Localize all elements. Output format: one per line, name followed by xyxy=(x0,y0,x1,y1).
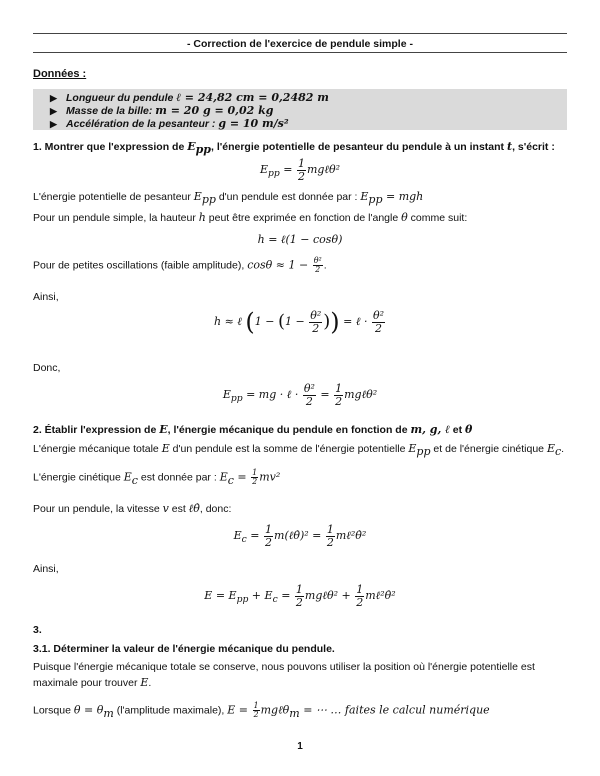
donnee-masse: ▶ Masse de la bille: m = 20 g = 0,02 kg xyxy=(50,104,274,117)
paragraph-energie-mecanique: L'énergie mécanique totale E d'un pendule est la somme de l'énergie potentielle $E_{pp}$ et de l'énergie cinétique $E_c$. xyxy=(33,442,565,459)
triangle-bullet-icon: ▶ xyxy=(50,93,57,103)
page-title: - Correction de l'exercice de pendule simple - xyxy=(187,38,413,50)
question-1-title: 1. Montrer que l'expression de $E_{pp}$, l'énergie potentielle de pesanteur du pendule à un instant t, s'écrit : xyxy=(33,140,555,157)
paragraph-conservation-1: Puisque l'énergie mécanique totale se conserve, nous pouvons utiliser la position où l'énergie potentielle est xyxy=(33,661,535,673)
triangle-bullet-icon: ▶ xyxy=(50,119,57,129)
donnees-heading: Données : xyxy=(33,68,87,80)
paragraph-calcul-numerique: Lorsque $\theta = \theta_m$ (l'amplitude maximale), E = $\frac{1}{2}$ mgℓθ$_m$ = ⋯ … faites le calcul numérique xyxy=(33,701,490,720)
paragraph-conservation-2: maximale pour trouver E. xyxy=(33,676,152,689)
triangle-bullet-icon: ▶ xyxy=(50,106,57,116)
paragraph-hauteur: Pour un pendule simple, la hauteur h peut être exprimée en fonction de l'angle θ comme suit: xyxy=(33,211,468,224)
equation-ec: $E_c$ = $\frac{1}{2}$ m(ℓθ̇)² = $\frac{1}{2}$ mℓ²θ̇² xyxy=(233,523,367,549)
donnee-longueur: ▶ Longueur du pendule ℓ = 24,82 cm = 0,2482 m xyxy=(50,91,329,104)
question-2-title: 2. Établir l'expression de E, l'énergie mécanique du pendule en fonction de m, g, ℓ et θ xyxy=(33,423,473,436)
text-ainsi-1: Ainsi, xyxy=(33,291,59,303)
text-ainsi-2: Ainsi, xyxy=(33,563,59,575)
header-top-rule xyxy=(33,33,567,34)
question-3-number: 3. xyxy=(33,624,42,636)
equation-epp-target: $E_{pp}$ = $\frac{1}{2}$ mgℓθ² xyxy=(259,157,341,183)
page-number: 1 xyxy=(297,741,303,752)
equation-h: h = ℓ(1 − cosθ) xyxy=(257,233,343,246)
header-bottom-rule xyxy=(33,52,567,53)
donnee-acceleration: ▶ Accélération de la pesanteur : g = 10 m/s² xyxy=(50,117,289,130)
question-3-1-title: 3.1. Déterminer la valeur de l'énergie mécanique du pendule. xyxy=(33,643,335,655)
equation-e-totale: $E = E_{pp} + E_c$ = $\frac{1}{2}$ mgℓθ² + $\frac{1}{2}$ mℓ²θ̇² xyxy=(204,583,396,609)
paragraph-epp-definition: L'énergie potentielle de pesanteur $E_{pp}$ d'un pendule est donnée par : $E_{pp}$ = mgh xyxy=(33,190,424,207)
text-donc: Donc, xyxy=(33,362,61,374)
equation-epp-final: $E_{pp}$ = mg · ℓ · $\frac{\text{θ²}}{2}$ = $\frac{1}{2}$ mgℓθ² xyxy=(222,382,378,408)
paragraph-vitesse: Pour un pendule, la vitesse v est ℓθ̇, donc: xyxy=(33,502,232,515)
equation-h-approx: h ≈ ℓ (1 − (1 − $\frac{\text{θ²}}{2}$ )) = ℓ · $\frac{\text{θ²}}{2}$ xyxy=(214,308,384,337)
paragraph-petites-oscillations: Pour de petites oscillations (faible amplitude), cosθ ≈ 1 − $\frac{\text{θ²}}{2}$ . xyxy=(33,256,327,275)
paragraph-energie-cinetique: L'énergie cinétique $E_c$ est donnée par : $E_c$ = $\frac{1}{2}$ mv² xyxy=(33,468,281,487)
